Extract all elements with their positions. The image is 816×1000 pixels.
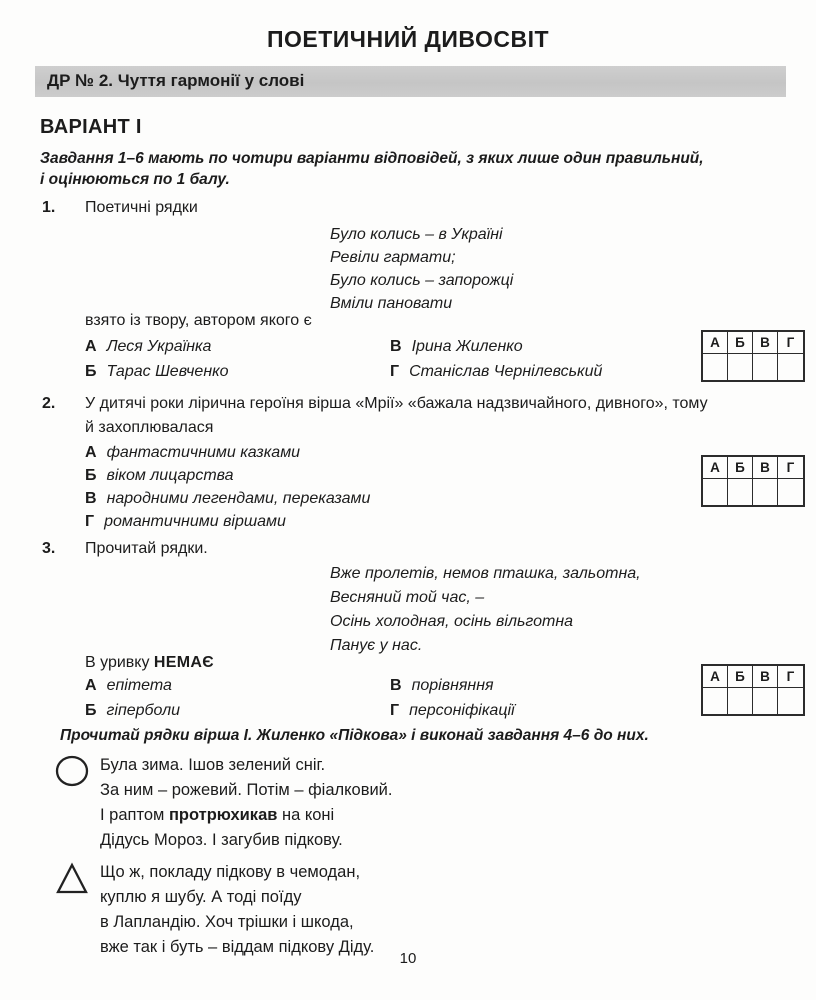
option-letter: А: [85, 338, 97, 355]
option-letter: А: [85, 444, 97, 461]
question-text: [85, 392, 708, 440]
answer-grid-header: Г: [778, 666, 803, 688]
option-text: народними легендами, переказами: [106, 490, 371, 507]
option-text: Станіслав Чернілевський: [409, 363, 603, 380]
option-text: гіперболи: [106, 702, 181, 719]
option-text: порівняння: [411, 677, 494, 694]
answer-grid-cell: [728, 354, 753, 380]
poem-line: Ревіли гармати;: [330, 249, 456, 266]
answer-grid: [701, 664, 805, 716]
option-letter: Г: [390, 702, 400, 719]
option-letter: Б: [85, 363, 97, 380]
stanza-line: За ним – рожевий. Потім – фіалковий.: [100, 781, 393, 799]
answer-grid-cell: [778, 354, 803, 380]
answer-grid-header: В: [753, 332, 778, 354]
stanza-line-bold-word: протрюхикав: [168, 806, 278, 824]
answer-grid-cell: [703, 479, 728, 505]
answer-grid-header: Г: [778, 457, 803, 479]
option-text: віком лицарства: [106, 467, 234, 484]
option-letter: Б: [85, 702, 97, 719]
question-text-line: й захоплювалася: [85, 419, 214, 436]
stanza-line: вже так і буть – віддам підкову Діду.: [100, 938, 375, 956]
answer-grid: [701, 330, 805, 382]
triangle-marker-icon: [55, 860, 100, 960]
option-text: персоніфікації: [409, 702, 515, 719]
option-text: романтичними віршами: [104, 513, 286, 530]
stanza-text: [100, 860, 374, 960]
poem-line: Осінь холодная, осінь вільготна: [330, 613, 574, 630]
poem-quote: [330, 562, 816, 658]
answer-grid-header: Б: [728, 457, 753, 479]
answer-grid-cell: [703, 354, 728, 380]
answer-grid: [701, 455, 805, 507]
stanza-text: [100, 753, 393, 853]
stanza-line-segment: І раптом: [100, 806, 169, 824]
test-instructions: [40, 148, 782, 190]
option-text: епітета: [106, 677, 172, 694]
poem-line: Вміли пановати: [330, 295, 453, 312]
option-letter: Г: [85, 513, 95, 530]
option-text: фантастичними казками: [106, 444, 301, 461]
question-text: Прочитай рядки.: [85, 540, 208, 557]
answer-grid-cell: [753, 688, 778, 714]
answer-grid-cell: [753, 479, 778, 505]
poem-quote: [330, 223, 816, 315]
section-header-label: ДР № 2. Чуття гармонії у слові: [47, 71, 305, 90]
option-b: [85, 698, 390, 723]
answer-grid-header: В: [753, 457, 778, 479]
question-text-line: У дитячі роки лірична героїня вірша «Мрії» «бажала надзвичайного, дивного», тому: [85, 395, 708, 412]
option-text: Ірина Жиленко: [411, 338, 523, 355]
answer-grid-header: Г: [778, 332, 803, 354]
answer-grid-header: А: [703, 332, 728, 354]
answer-grid-cell: [703, 688, 728, 714]
stanza-line: Була зима. Ішов зелений сніг.: [100, 756, 326, 774]
option-letter: В: [390, 338, 402, 355]
answer-grid-header: А: [703, 457, 728, 479]
answer-grid-header: В: [753, 666, 778, 688]
answer-grid-cell: [728, 688, 753, 714]
poem-line: Вже пролетів, немов пташка, зальотна,: [330, 565, 641, 582]
answer-grid-header: Б: [728, 332, 753, 354]
section-header-bar: [35, 66, 786, 97]
answer-grid-header: А: [703, 666, 728, 688]
page-title: ПОЕТИЧНИЙ ДИВОСВІТ: [266, 26, 550, 52]
question-number: 1.: [42, 199, 56, 216]
instructions-line: і оцінюються по 1 балу.: [40, 171, 230, 188]
variant-heading: ВАРІАНТ І: [40, 116, 142, 138]
question-1: [0, 197, 816, 384]
answer-grid-cell: [778, 479, 803, 505]
stanza-line: Дідусь Мороз. І загубив підкову.: [100, 831, 343, 849]
reading-instruction: Прочитай рядки вірша І. Жиленко «Підкова» і виконай завдання 4–6 до них.: [60, 727, 649, 744]
instructions-line: Завдання 1–6 мають по чотири варіанти відповідей, з яких лише один правильний,: [40, 150, 704, 167]
option-letter: В: [390, 677, 402, 694]
poem-line: Було колись – запорожці: [330, 272, 514, 289]
option-text: Леся Українка: [106, 338, 212, 355]
answer-grid-cell: [728, 479, 753, 505]
answer-grid-cell: [753, 354, 778, 380]
poem-line: Було колись – в Україні: [330, 226, 503, 243]
stanza-line: [100, 803, 393, 828]
stanza-line: в Лапландію. Хоч трішки і шкода,: [100, 913, 354, 931]
option-letter: Г: [390, 363, 400, 380]
option-letter: А: [85, 677, 97, 694]
poem-stanza-2: [55, 860, 816, 960]
option-letter: В: [85, 490, 97, 507]
option-letter: Б: [85, 467, 97, 484]
poem-line: Панує у нас.: [330, 637, 423, 654]
question-2: [0, 392, 816, 533]
option-text: Тарас Шевченко: [106, 363, 229, 380]
page-number: 10: [399, 950, 417, 967]
question-number: 3.: [42, 540, 56, 557]
question-text: Поетичні рядки: [85, 199, 198, 216]
question-3: [0, 538, 816, 723]
option-a: [85, 334, 390, 359]
stanza-line-segment: на коні: [277, 806, 335, 824]
option-g: [85, 510, 816, 533]
question-text-continued: взято із твору, автором якого є: [85, 312, 312, 329]
poem-line: Весняний той час, –: [330, 589, 485, 606]
stem-prefix: В уривку: [85, 654, 154, 671]
question-number: 2.: [42, 395, 56, 412]
answer-grid-header: Б: [728, 666, 753, 688]
circle-marker-icon: [55, 753, 100, 853]
stem-keyword: НЕМАЄ: [153, 654, 214, 671]
stanza-line: куплю я шубу. А тоді поїду: [100, 888, 302, 906]
answer-grid-cell: [778, 688, 803, 714]
option-b: [85, 359, 390, 384]
poem-stanza-1: [55, 753, 816, 853]
stanza-line: Що ж, покладу підкову в чемодан,: [100, 863, 361, 881]
option-a: [85, 673, 390, 698]
